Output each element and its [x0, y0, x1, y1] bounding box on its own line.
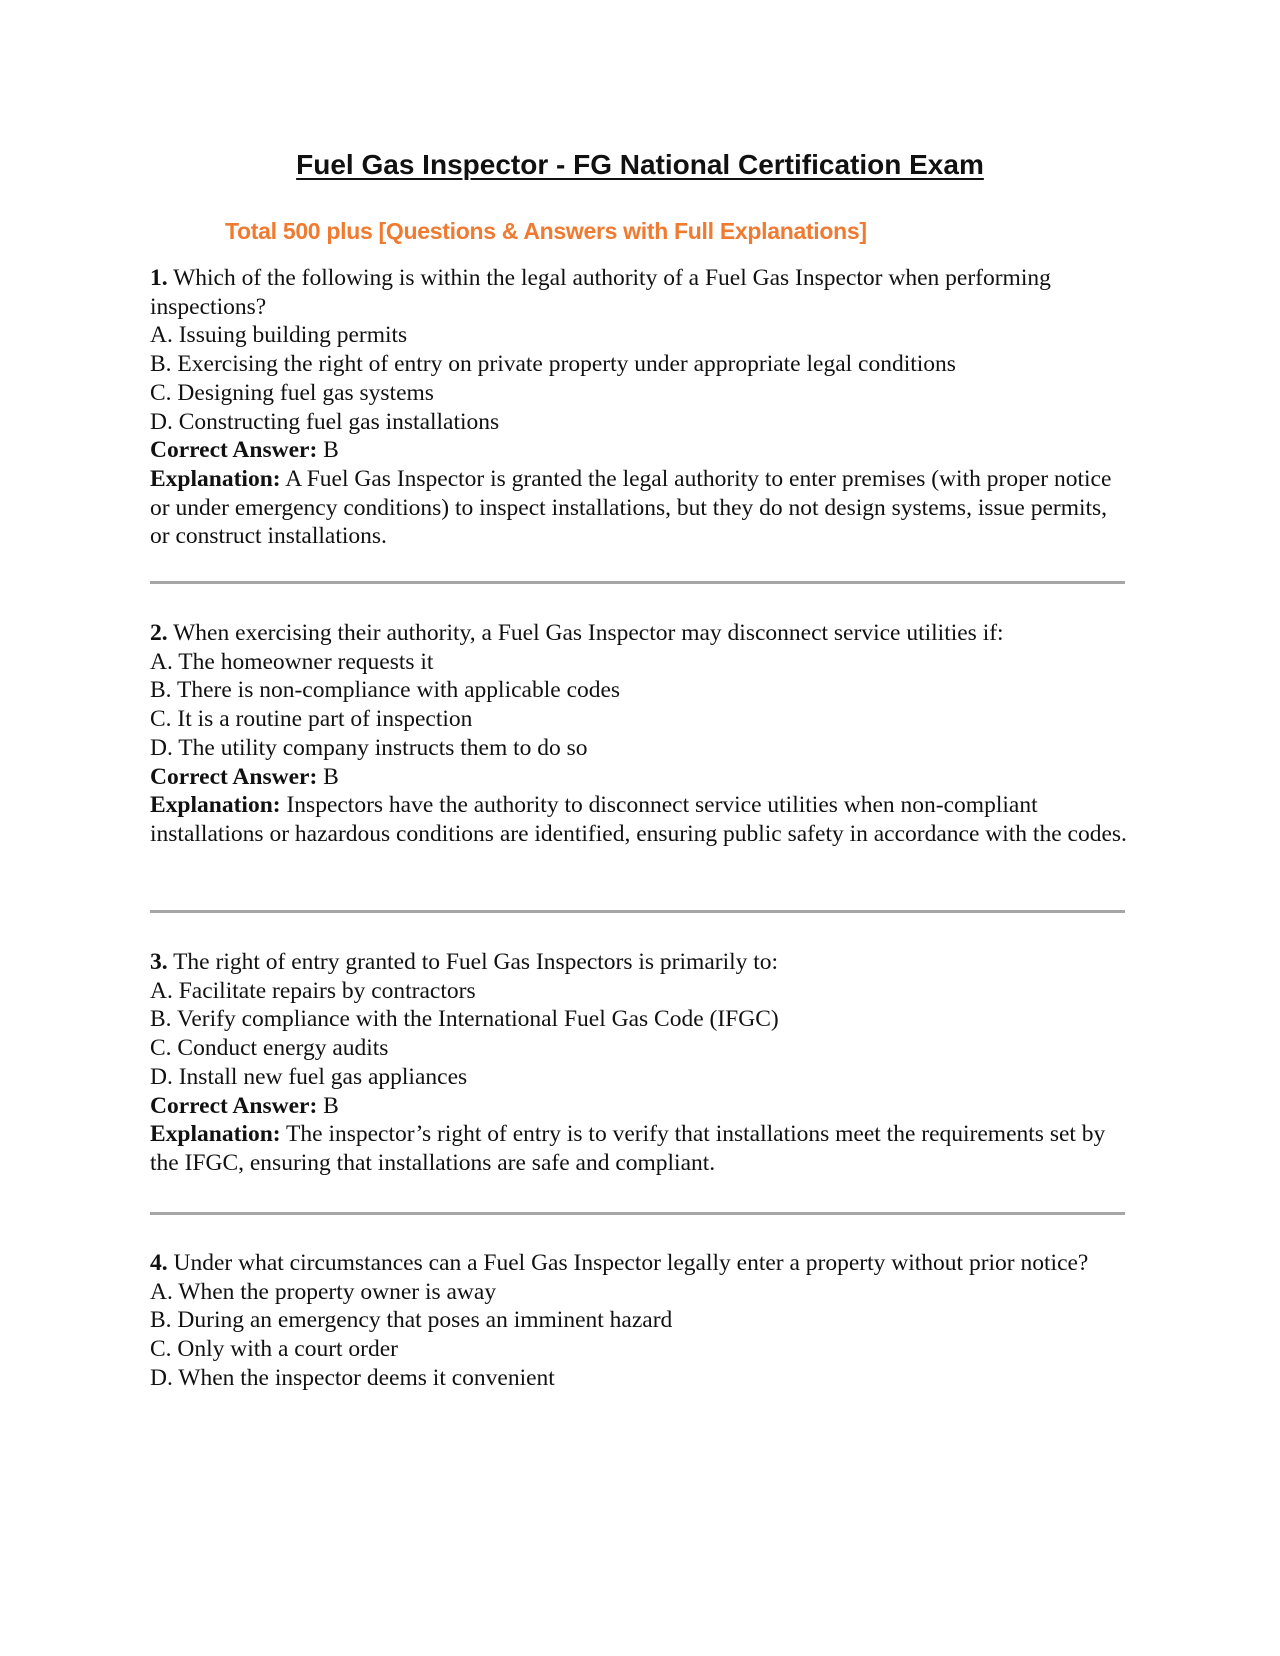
- document-title: [0, 148, 1280, 182]
- option-d: D. Install new fuel gas appliances: [150, 1063, 468, 1090]
- correct-answer: [150, 436, 1130, 465]
- correct-answer-value: B: [323, 1092, 339, 1119]
- explanation-label: Explanation:: [150, 465, 281, 492]
- option-d: D. Constructing fuel gas installations: [150, 408, 500, 435]
- correct-answer-label: Correct Answer:: [150, 437, 318, 464]
- option-c: C. It is a routine part of inspection: [150, 706, 473, 733]
- section-divider: [150, 1212, 1125, 1215]
- section-divider: [150, 910, 1125, 913]
- option-a: A. Issuing building permits: [150, 322, 408, 349]
- option-b: B. Exercising the right of entry on private property under appropriate legal conditions: [150, 351, 956, 378]
- document-title-text: Fuel Gas Inspector - FG National Certification Exam: [296, 149, 984, 180]
- question-text: 3. The right of entry granted to Fuel Gas Inspectors is primarily to:: [150, 949, 779, 975]
- document-subtitle: Total 500 plus [Questions & Answers with Full Explanations]: [225, 218, 867, 244]
- question-number: 3.: [150, 949, 168, 975]
- question-text: 4. Under what circumstances can a Fuel Gas Inspector legally enter a property without prior notice?: [150, 1250, 1089, 1276]
- option-a: A. The homeowner requests it: [150, 648, 434, 675]
- question-block: [150, 948, 1130, 1178]
- explanation-label: Explanation:: [150, 792, 281, 819]
- option-b: B. During an emergency that poses an imminent hazard: [150, 1307, 673, 1334]
- option-c: C. Only with a court order: [150, 1336, 399, 1363]
- explanation-label: Explanation:: [150, 1121, 281, 1148]
- question-text: 1. Which of the following is within the legal authority of a Fuel Gas Inspector when performing inspections?: [150, 265, 1051, 320]
- correct-answer: [150, 1092, 1130, 1121]
- section-divider: [150, 581, 1125, 584]
- correct-answer-label: Correct Answer:: [150, 763, 318, 790]
- option-d: D. When the inspector deems it convenient: [150, 1364, 555, 1391]
- question-number: 4.: [150, 1250, 168, 1276]
- question-number: 2.: [150, 620, 168, 646]
- explanation: [150, 791, 1130, 848]
- question-block: [150, 1249, 1130, 1393]
- option-a: A. Facilitate repairs by contractors: [150, 977, 476, 1004]
- question-number: 1.: [150, 265, 168, 291]
- explanation-text: A Fuel Gas Inspector is granted the legal authority to enter premises (with proper notice or under emergency conditions) to inspect installations, but they do not design systems, issue permits, or construct installations.: [150, 465, 1112, 550]
- question-block: [150, 264, 1130, 551]
- explanation: [150, 465, 1130, 551]
- explanation: [150, 1120, 1130, 1177]
- option-c: C. Designing fuel gas systems: [150, 379, 434, 406]
- explanation-text: Inspectors have the authority to disconnect service utilities when non-compliant installations or hazardous conditions are identified, ensuring public safety in accordance with the codes.: [150, 792, 1127, 847]
- question-text: 2. When exercising their authority, a Fuel Gas Inspector may disconnect service utilities if:: [150, 620, 1004, 646]
- correct-answer-value: B: [323, 763, 339, 790]
- question-block: [150, 619, 1130, 849]
- explanation-text: The inspector’s right of entry is to verify that installations meet the requirements set by the IFGC, ensuring that installations are safe and compliant.: [150, 1121, 1106, 1176]
- option-c: C. Conduct energy audits: [150, 1035, 389, 1062]
- correct-answer-label: Correct Answer:: [150, 1092, 318, 1119]
- option-d: D. The utility company instructs them to do so: [150, 734, 588, 761]
- correct-answer: [150, 763, 1130, 792]
- option-a: A. When the property owner is away: [150, 1278, 497, 1305]
- option-b: B. Verify compliance with the International Fuel Gas Code (IFGC): [150, 1006, 779, 1033]
- correct-answer-value: B: [323, 437, 339, 464]
- option-b: B. There is non-compliance with applicable codes: [150, 677, 621, 704]
